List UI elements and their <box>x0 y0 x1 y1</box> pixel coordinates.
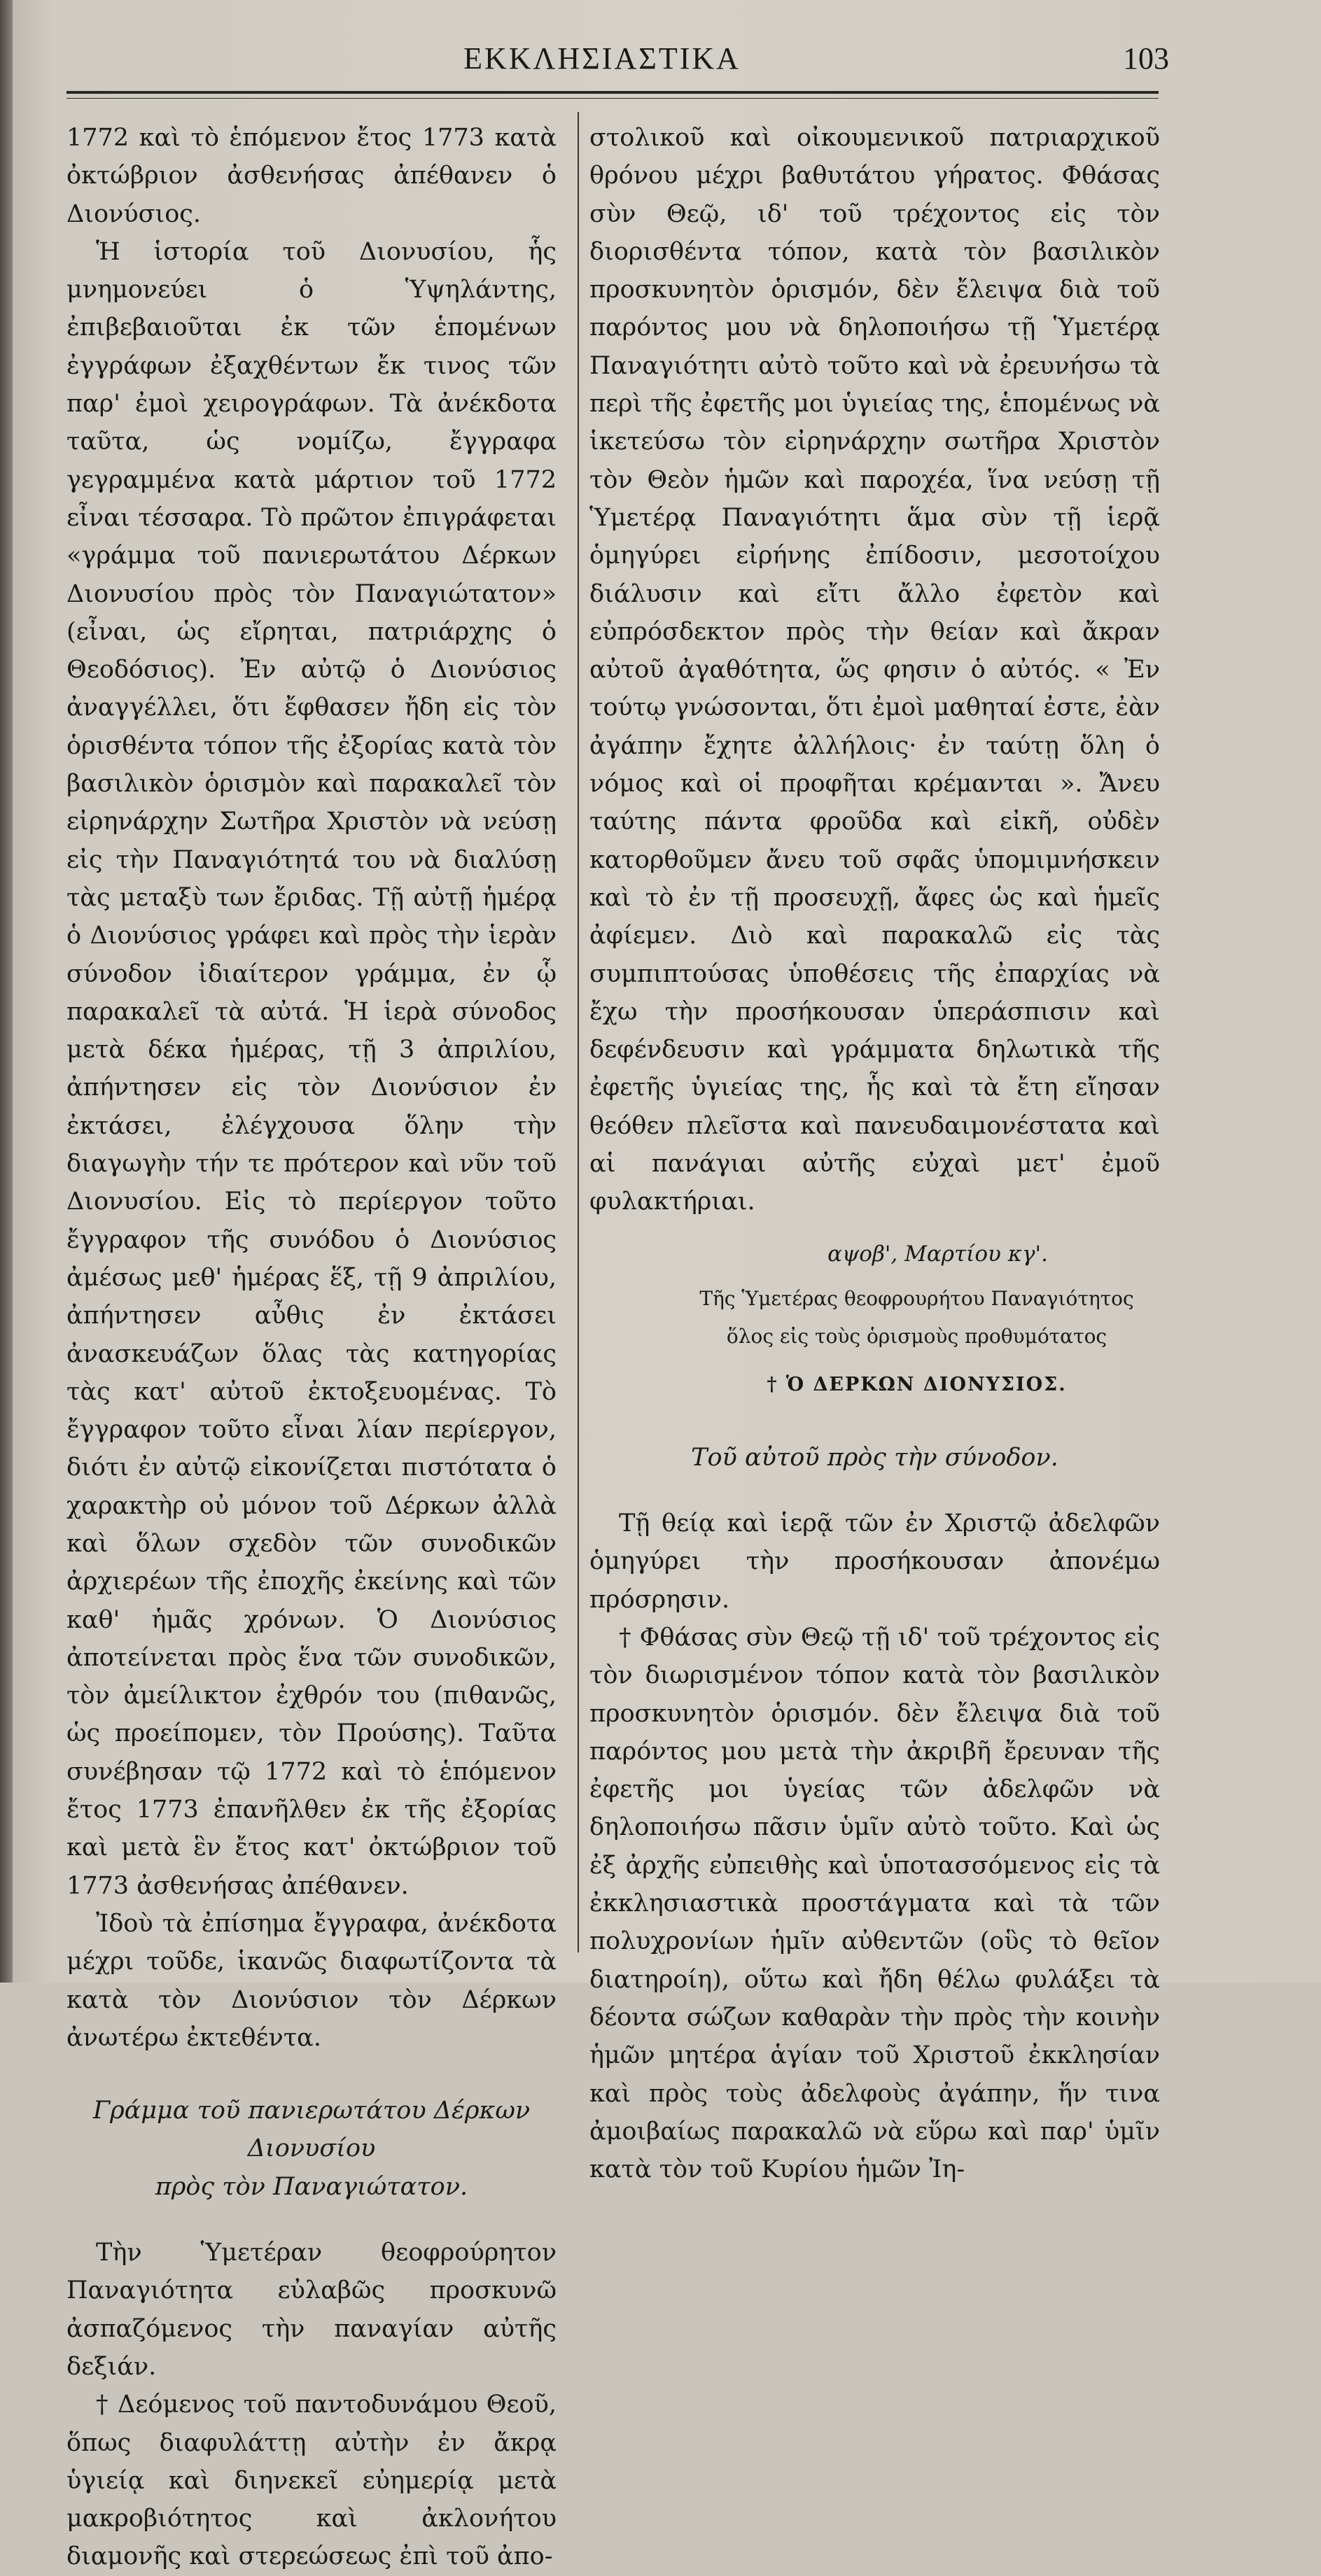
paragraph: Ἡ ἱστορία τοῦ Διονυσίου, ἧς μνημονεύει ὁ Ὑψηλάντης, ἐπιβεβαιοῦται ἐκ τῶν ἑπομένων ἐγγράφων ἐξαχθέντων ἔκ τινος τῶν παρ' ἐμοὶ χειρογράφων. Τὰ ἀνέκδοτα ταῦτα, ὡς νομίζω, ἔγγραφα γεγραμμένα κατὰ μάρτιον τοῦ 1772 εἶναι τέσσαρα. Τὸ πρῶτον ἐπιγράφεται «γράμμα τοῦ πανιερωτάτου Δέρκων Διονυσίου πρὸς τὸν Παναγιώτατον» (εἶναι, ὡς εἴρηται, πατριάρχης ὁ Θεοδόσιος). Ἐν αὐτῷ ὁ Διονύσιος ἀναγγέλλει, ὅτι ἔφθασεν ἤδη εἰς τὸν ὁρισθέντα τόπον τῆς ἐξορίας κατὰ τὸν βασιλικὸν ὁρισμὸν καὶ παρακαλεῖ τὸν εἰρηνάρχην Σωτῆρα Χριστὸν νὰ νεύσῃ εἰς τὴν Παναγιότητά του νὰ διαλύσῃ τὰς μεταξὺ των ἔριδας. Τῇ αὐτῇ ἡμέρᾳ ὁ Διονύσιος γράφει καὶ πρὸς τὴν ἱερὰν σύνοδον ἰδιαίτερον γράμμα, ἐν ᾧ παρακαλεῖ τὰ αὐτά. Ἡ ἱερὰ σύνοδος μετὰ δέκα ἡμέρας, τῇ 3 ἀπριλίου, ἀπήντησεν εἰς τὸν Διονύσιον ἐν ἐκτάσει, ἐλέγχουσα ὅλην τὴν διαγωγὴν τήν τε πρότερον καὶ νῦν τοῦ Διονυσίου. Εἰς τὸ περίεργον τοῦτο ἔγγραφον τῆς συνόδου ὁ Διονύσιος ἀμέσως μεθ' ἡμέρας ἕξ, τῇ 9 ἀπριλίου, ἀπήντησεν αὖθις ἐν ἐκτάσει ἀνασκευάζων ὅλας τὰς κατηγορίας τὰς κατ' αὐτοῦ ἐκτοξευομένας. Τὸ ἔγγραφον τοῦτο εἶναι λίαν περίεργον, διότι ἐν αὐτῷ εἰκονίζεται πιστότατα ὁ χαρακτὴρ οὐ μόνον τοῦ Δέρκων ἀλλὰ καὶ ὅλων σχεδὸν τῶν συνοδικῶν ἀρχιερέων τῆς ἐποχῆς ἐκείνης καὶ τῶν καθ' ἡμᾶς χρόνων. Ὁ Διονύσιος ἀποτείνεται πρὸς ἕνα τῶν συνοδικῶν, τὸν ἀμείλικτον ἐχθρόν του (πιθανῶς, ὡς προείπομεν, τὸν Προύσης). Ταῦτα συνέβησαν τῷ 1772 καὶ τὸ ἑπόμενον ἔτος 1773 ἐπανῆλθεν ἐκ τῆς ἐξορίας καὶ μετὰ ἓν ἔτος κατ' ὀκτώβριον τοῦ 1773 ἀσθενήσας ἀπέθανεν. <box>67 237 557 1900</box>
letter-date: αψοβ', Μαρτίου κγ'. <box>827 1241 1048 1267</box>
closing-line: ὅλος εἰς τοὺς ὁρισμοὺς προθυμότατος <box>726 1325 1107 1349</box>
closing-line: Τῆς Ὑμετέρας θεοφρουρήτου Παναγιότητος <box>699 1286 1134 1310</box>
paragraph: Τῇ θείᾳ καὶ ἱερᾷ τῶν ἐν Χριστῷ ἀδελφῶν ὁμηγύρει τὴν προσήκουσαν ἀπονέμω πρόσρησιν. <box>589 1509 1160 1614</box>
page-number: 103 <box>1123 41 1169 76</box>
letter-closing <box>589 1280 1160 1356</box>
paragraph: † Δεόμενος τοῦ παντοδυνάμου Θεοῦ, ὅπως διαφυλάττῃ αὐτὴν ἐν ἄκρᾳ ὑγιείᾳ καὶ διηνεκεῖ εὐημερίᾳ μετὰ μακροβιότητος καὶ ἀκλονήτου διαμονῆς καὶ στερεώσεως ἐπὶ τοῦ ἀπο- <box>67 2391 557 2571</box>
letter-heading-line: Γράμμα τοῦ πανιερωτάτου Δέρκων Διονυσίου <box>92 2097 531 2163</box>
letter-heading-line: πρὸς τὸν Παναγιώτατον. <box>155 2172 468 2201</box>
paragraph: Ἰδοὺ τὰ ἐπίσημα ἔγγραφα, ἀνέκδοτα μέχρι τοῦδε, ἱκανῶς διαφωτίζοντα τὰ κατὰ τὸν Διονύσιον τὸν Δέρκων ἀνωτέρω ἐκτεθέντα. <box>67 1909 557 2052</box>
paragraph: † Φθάσας σὺν Θεῷ τῇ ιδ' τοῦ τρέχοντος εἰς τὸν διωρισμένον τόπον κατὰ τὸν βασιλικὸν προσκυνητὸν ὁρισμόν. δὲν ἔλειψα διὰ τοῦ παρόντος μου μετὰ τὴν ἀκριβῆ ἔρευναν τῆς ἐφετῆς μοι ὑγείας τῶν ἀδελφῶν νὰ δηλοποιήσω πᾶσιν ὑμῖν αὐτὸ τοῦτο. Καὶ ὡς ἐξ ἀρχῆς εὐπειθὴς καὶ ὑποτασσόμενος εἰς τὰ ἐκκλησιαστικὰ προστάγματα καὶ τὰ τῶν πολυχρονίων ἡμῖν αὐθεντῶν (οὓς τὸ θεῖον διατηροίη), οὕτω καὶ ἤδη θέλω φυλάξει τὰ δέοντα σώζων καθαρὰν τὴν πρὸς τὴν κοινὴν ἡμῶν μητέρα ἁγίαν τοῦ Χριστοῦ ἐκκλησίαν καὶ πρὸς τοὺς ἀδελφοὺς ἀγάπην, ἥν τινα ἀμοιβαίως παρακαλῶ νὰ εὕρω καὶ παρ' ὑμῖν κατὰ τὸν τοῦ Κυρίου ἡμῶν Ἰη- <box>589 1623 1160 2184</box>
running-title: ΕΚΚΛΗΣΙΑΣΤΙΚΑ <box>463 41 741 76</box>
paragraph: στολικοῦ καὶ οἰκουμενικοῦ πατριαρχικοῦ θρόνου μέχρι βαθυτάτου γήρατος. Φθάσας σὺν Θεῷ, ιδ' τοῦ τρέχοντος εἰς τὸν διορισθέντα τόπον, κατὰ τὸν βασιλικὸν προσκυνητὸν ὁρισμόν, δὲν ἔλειψα διὰ τοῦ παρόντος μου νὰ δηλοποιήσω τῇ Ὑμετέρᾳ Παναγιότητι αὐτὸ τοῦτο καὶ νὰ ἐρευνήσω τὰ περὶ τῆς ἐφετῆς μοι ὑγιείας της, ἑπομένως νὰ ἱκετεύσω τὸν εἰρηνάρχην σωτῆρα Χριστὸν τὸν Θεὸν ἡμῶν καὶ παροχέα, ἵνα νεύσῃ τῇ Ὑμετέρᾳ Παναγιότητι ἅμα σὺν τῇ ἱερᾷ ὁμηγύρει εἰρήνης ἐπίδοσιν, μεσοτοίχου διάλυσιν καὶ εἴτι ἄλλο ἐφετὸν καὶ εὐπρόσδεκτον πρὸς τὴν θείαν καὶ ἄκραν αὐτοῦ ἀγαθότητα, ὥς φησιν ὁ αὐτός. « Ἐν τούτῳ γνώσονται, ὅτι ἐμοὶ μαθηταί ἐστε, ἐὰν ἀγάπην ἔχητε ἀλλήλοις· ἐν ταύτῃ ὅλη ὁ νόμος καὶ οἱ προφῆται κρέμανται ». Ἄνευ ταύτης πάντα φροῦδα καὶ εἰκῆ, οὐδὲν κατορθοῦμεν ἄνευ τοῦ σφᾶς ὑπομιμνήσκειν καὶ τὸ ἐν τῇ προσευχῇ, ἄφες ὡς καὶ ἡμεῖς ἀφίεμεν. Διὸ καὶ παρακαλῶ εἰς τὰς συμπιπτούσας ὑποθέσεις τῆς ἐπαρχίας νὰ ἔχω τὴν προσήκουσαν ὑπεράσπισιν καὶ δεφένδευσιν καὶ γράμματα δηλωτικὰ τῆς ἐφετῆς ὑγιείας της, ἧς καὶ τὰ ἔτη εἴησαν θεόθεν πλεῖστα καὶ πανευδαιμονέστατα καὶ αἱ πανάγιαι αὐτῆς εὐχαὶ μετ' ἐμοῦ φυλακτήριαι. <box>589 124 1160 1216</box>
header-rule-thin <box>67 98 1159 99</box>
letter-heading: Τοῦ αὐτοῦ πρὸς τὴν σύνοδον. <box>691 1443 1058 1472</box>
book-spine-shadow <box>0 0 13 1983</box>
paragraph: 1772 καὶ τὸ ἑπόμενον ἔτος 1773 κατὰ ὀκτώβριον ἀσθενήσας ἀπέθανεν ὁ Διονύσιος. <box>67 124 557 228</box>
header-rule <box>67 91 1159 94</box>
column-divider <box>578 112 579 1952</box>
right-column <box>589 119 1160 2188</box>
running-header <box>0 41 1321 83</box>
letter-signature: † Ὁ ΔΕΡΚΩΝ ΔΙΟΝΥΣΙΟΣ. <box>767 1373 1067 1395</box>
letter-heading <box>67 2092 557 2206</box>
paragraph: Τὴν Ὑμετέραν θεοφρούρητον Παναγιότητα εὐλαβῶς προσκυνῶ ἀσπαζόμενος τὴν παναγίαν αὐτῆς δεξιάν. <box>67 2239 557 2381</box>
left-column <box>67 119 557 2576</box>
